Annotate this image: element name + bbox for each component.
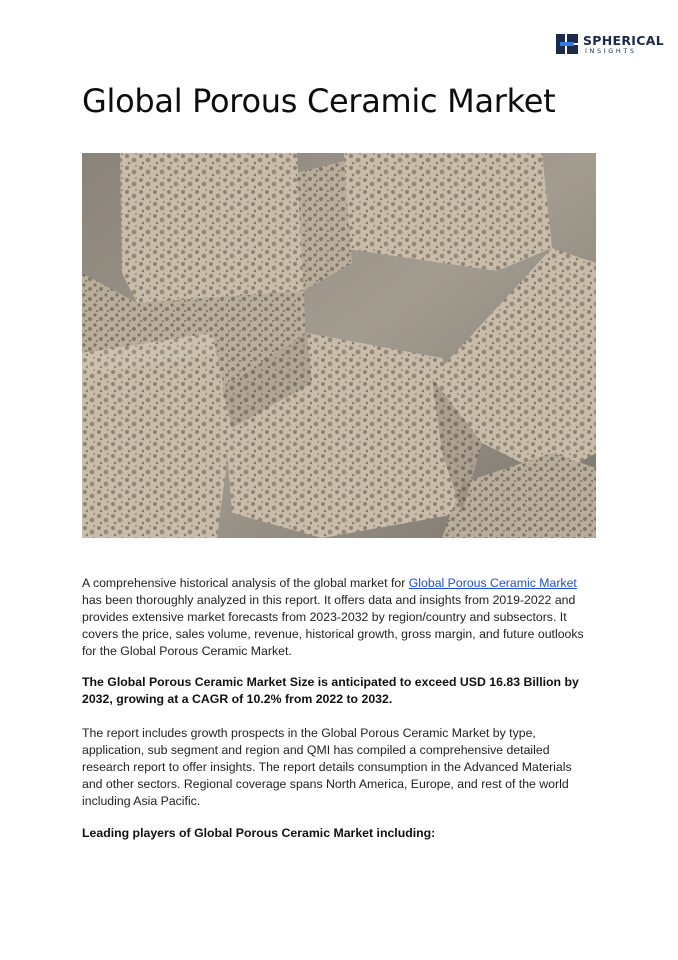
spherical-insights-logo-icon — [556, 34, 578, 54]
brand-name: SPHERICAL — [583, 33, 664, 48]
players-heading: Leading players of Global Porous Ceramic Market including: — [82, 826, 436, 840]
brand-subname: INSIGHTS — [585, 47, 637, 55]
brand-logo — [556, 32, 664, 56]
porous-ceramic-photo — [82, 153, 596, 538]
market-report-link[interactable]: Global Porous Ceramic Market — [408, 576, 577, 590]
market-size-highlight: The Global Porous Ceramic Market Size is anticipated to exceed USD 16.83 Billion by 2032, growing at a CAGR of 10.2% from 2022 to 2032. — [82, 675, 579, 707]
growth-paragraph: The report includes growth prospects in the Global Porous Ceramic Market by type, application, sub segment and region and QMI has compiled a comprehensive detailed research report to offer insights. The report details consumption in the Advanced Materials and other sectors. Regional coverage spans North America, Europe, and rest of the world including Asia Pacific. — [82, 726, 572, 809]
intro-text-before: A comprehensive historical analysis of the global market for — [82, 576, 409, 590]
intro-paragraph — [82, 575, 594, 660]
page-title: Global Porous Ceramic Market — [82, 82, 556, 120]
intro-text-after: has been thoroughly analyzed in this report. It offers data and insights from 2019-2022 and provides extensive market forecasts from 2023-2032 by region/country and subsectors. It covers the price, sales volume, revenue, historical growth, gross margin, and future outlooks for the Global Porous Ceramic Market. — [82, 593, 584, 659]
